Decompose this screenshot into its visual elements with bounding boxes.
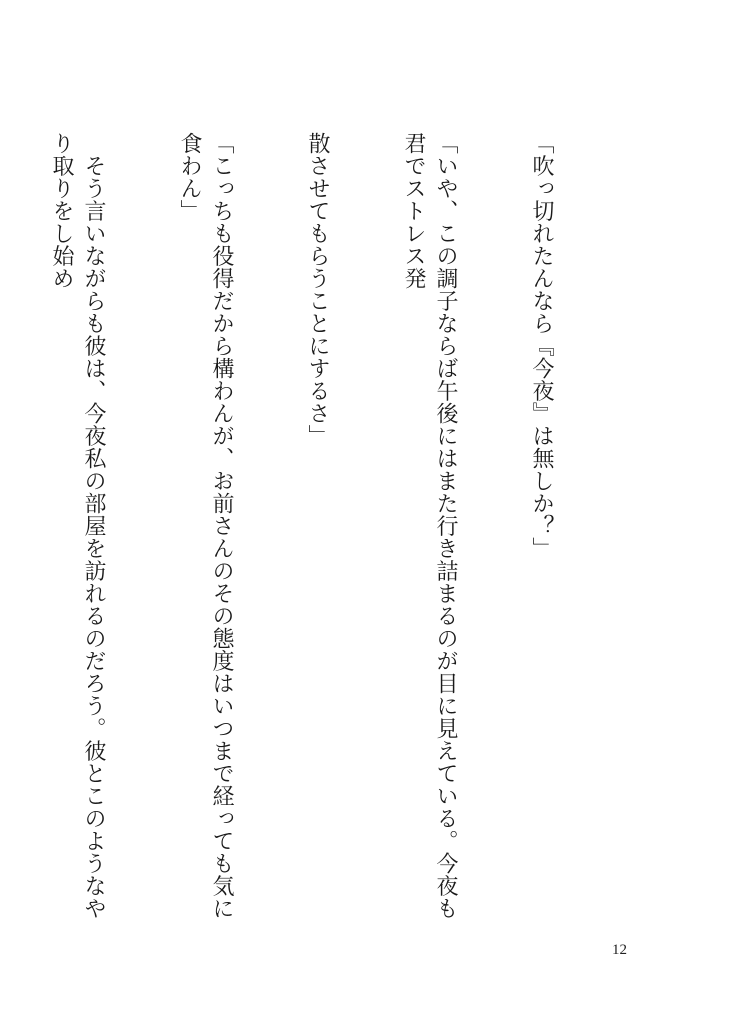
text-line: 散させてもらうことにするさ」	[305, 132, 330, 447]
vertical-text-body	[0, 132, 621, 922]
text-line: 「吹っ切れたんなら『今夜』は無しか？」	[529, 132, 554, 560]
text-line: 「いや、この調子ならば午後にはまた行き詰まるのが目に見えている。今夜も君でストレス発	[401, 132, 458, 920]
text-line: 「こっちも役得だから構わんが、お前さんのその態度はいつまで経っても気に食わん」	[177, 132, 234, 920]
page-number: 12	[612, 942, 627, 958]
text-line: そう言いながらも彼は、今夜私の部屋を訪れるのだろう。彼とこのようなやり取りをし始め	[49, 132, 106, 920]
